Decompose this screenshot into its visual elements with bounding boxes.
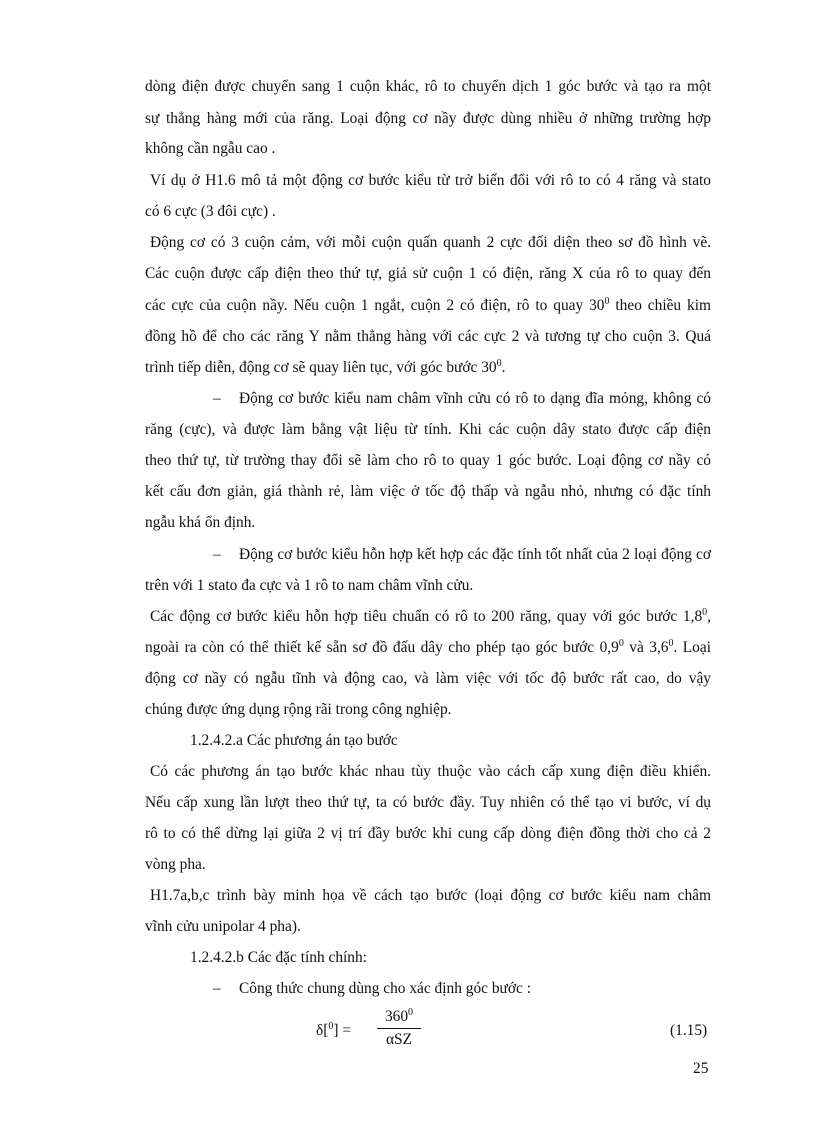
dash-bullet: –	[213, 980, 221, 997]
paragraph-line: Ví dụ ở H1.6 mô tả một động cơ bước kiểu từ trở biến đổi với rô to có 4 răng và stato	[150, 172, 711, 189]
paragraph-line: rô to có thể dừng lại giữa 2 vị trí đầy bước khi cung cấp dòng điện đồng thời cho cả 2	[145, 825, 711, 842]
paragraph-line: động cơ nầy có ngẫu tĩnh và động cao, và làm việc với tốc độ bước rất cao, do vậy	[145, 670, 711, 687]
paragraph-line: vĩnh cửu unipolar 4 pha).	[145, 918, 301, 935]
text-segment: Động cơ bước kiểu hỗn hợp kết hợp các đặc tính tốt nhất của 2 loại động cơ	[239, 546, 711, 563]
paragraph-line: Các cuộn được cấp điện theo thứ tự, giả sử cuộn 1 có điện, răng X của rô to quay đến	[145, 265, 711, 282]
bullet-line	[213, 389, 711, 409]
text-segment: Công thức chung dùng cho xác định góc bước :	[239, 980, 531, 997]
paragraph-line: Nếu cấp xung lần lượt theo thứ tự, ta có bước đầy. Tuy nhiên có thể tạo vi bước, ví dụ	[145, 794, 711, 811]
paragraph-line: theo thứ tự, từ trường thay đổi sẽ làm cho rô to quay 1 góc bước. Loại động cơ nầy có	[145, 452, 711, 469]
equation-number: (1.15)	[670, 1022, 708, 1039]
angle-value: $30^0$	[589, 296, 610, 314]
section-heading: 1.2.4.2.a Các phương án tạo bước	[190, 732, 398, 749]
page-number: 25	[693, 1060, 709, 1077]
section-heading: 1.2.4.2.b Các đặc tính chính:	[190, 949, 367, 966]
paragraph-line: kết cấu đơn giản, giá thành rẻ, làm việc ở tốc độ thấp và ngẫu nhỏ, nhưng có đặc tính	[145, 483, 711, 500]
angle-value: $0,9^0$	[599, 638, 624, 656]
text-segment: Các động cơ bước kiểu hỗn hợp tiêu chuẩn có rô to 200 răng, quay với góc bước	[150, 608, 678, 625]
text-segment: Động cơ bước kiểu nam châm vĩnh cửu có rô to dạng đĩa mỏng, không có	[239, 390, 711, 407]
formula-numerator: $360^0$	[384, 1007, 414, 1025]
paragraph-line: Có các phương án tạo bước khác nhau tùy thuộc vào cách cấp xung điện điều khiển.	[150, 763, 711, 780]
text-segment: . Loại	[673, 639, 711, 656]
formula-lhs: δ[$^0$] =	[316, 1021, 352, 1039]
angle-value: $1,8^0$	[682, 607, 708, 625]
paragraph-line	[145, 296, 711, 316]
paragraph-line: trên với 1 stato đa cực và 1 rô to nam châm vĩnh cửu.	[145, 577, 474, 594]
formula-denominator: αSZ	[385, 1031, 413, 1048]
formula-fraction	[374, 1008, 424, 1049]
text-segment: ngoài ra còn có thể thiết kế sẵn sơ đồ đấu dây cho phép tạo góc bước	[145, 639, 595, 656]
paragraph-line: ngẫu khá ổn định.	[145, 514, 256, 531]
text-segment: các cực của cuộn nầy. Nếu cuộn 1 ngắt, cuộn 2 có điện, rô to quay	[145, 297, 584, 314]
paragraph-line	[145, 638, 711, 658]
paragraph-line: không cần ngẫu cao .	[145, 140, 276, 157]
text-segment: trình tiếp diễn, động cơ sẽ quay liên tục, với góc bước	[145, 359, 478, 376]
paragraph-line: Động cơ có 3 cuộn cảm, với mỗi cuộn quấn quanh 2 cực đối diện theo sơ đồ hình vẽ.	[150, 234, 711, 251]
paragraph-line: dòng điện được chuyển sang 1 cuộn khác, rô to chuyển dịch 1 góc bước và tạo ra một	[145, 78, 711, 95]
paragraph-line: trình tiếp diễn, động cơ sẽ quay liên tục, với góc bước $30^0$.	[145, 358, 506, 376]
bullet-line	[213, 545, 711, 565]
bullet-line	[213, 979, 711, 999]
angle-value: $30^0$	[481, 358, 502, 376]
angle-value: $3,6^0$	[649, 638, 674, 656]
paragraph-line: chúng được ứng dụng rộng rãi trong công nghiệp.	[145, 701, 452, 718]
dash-bullet: –	[213, 546, 221, 563]
paragraph-line: răng (cực), và được làm bằng vật liệu từ tính. Khi các cuộn dây stato được cấp điện	[145, 421, 711, 438]
text-segment: và	[629, 639, 644, 656]
paragraph-line: có 6 cực (3 đôi cực) .	[145, 203, 276, 220]
paragraph-line: sự thẳng hàng mới của răng. Loại động cơ nầy được dùng nhiều ở những trường hợp	[145, 110, 711, 127]
paragraph-line: vòng pha.	[145, 856, 206, 873]
dash-bullet: –	[213, 390, 221, 407]
paragraph-line: đồng hồ để cho các răng Y nằm thẳng hàng với các cực 2 và tương tự cho cuộn 3. Quá	[145, 328, 711, 345]
text-segment: theo chiều kim	[615, 297, 711, 314]
paragraph-line: H1.7a,b,c trình bày minh họa về cách tạo bước (loại động cơ bước kiểu nam châm	[150, 887, 711, 904]
paragraph-line: Các động cơ bước kiểu hỗn hợp tiêu chuẩn có rô to 200 răng, quay với góc bước $1,8^0$,	[150, 607, 712, 625]
